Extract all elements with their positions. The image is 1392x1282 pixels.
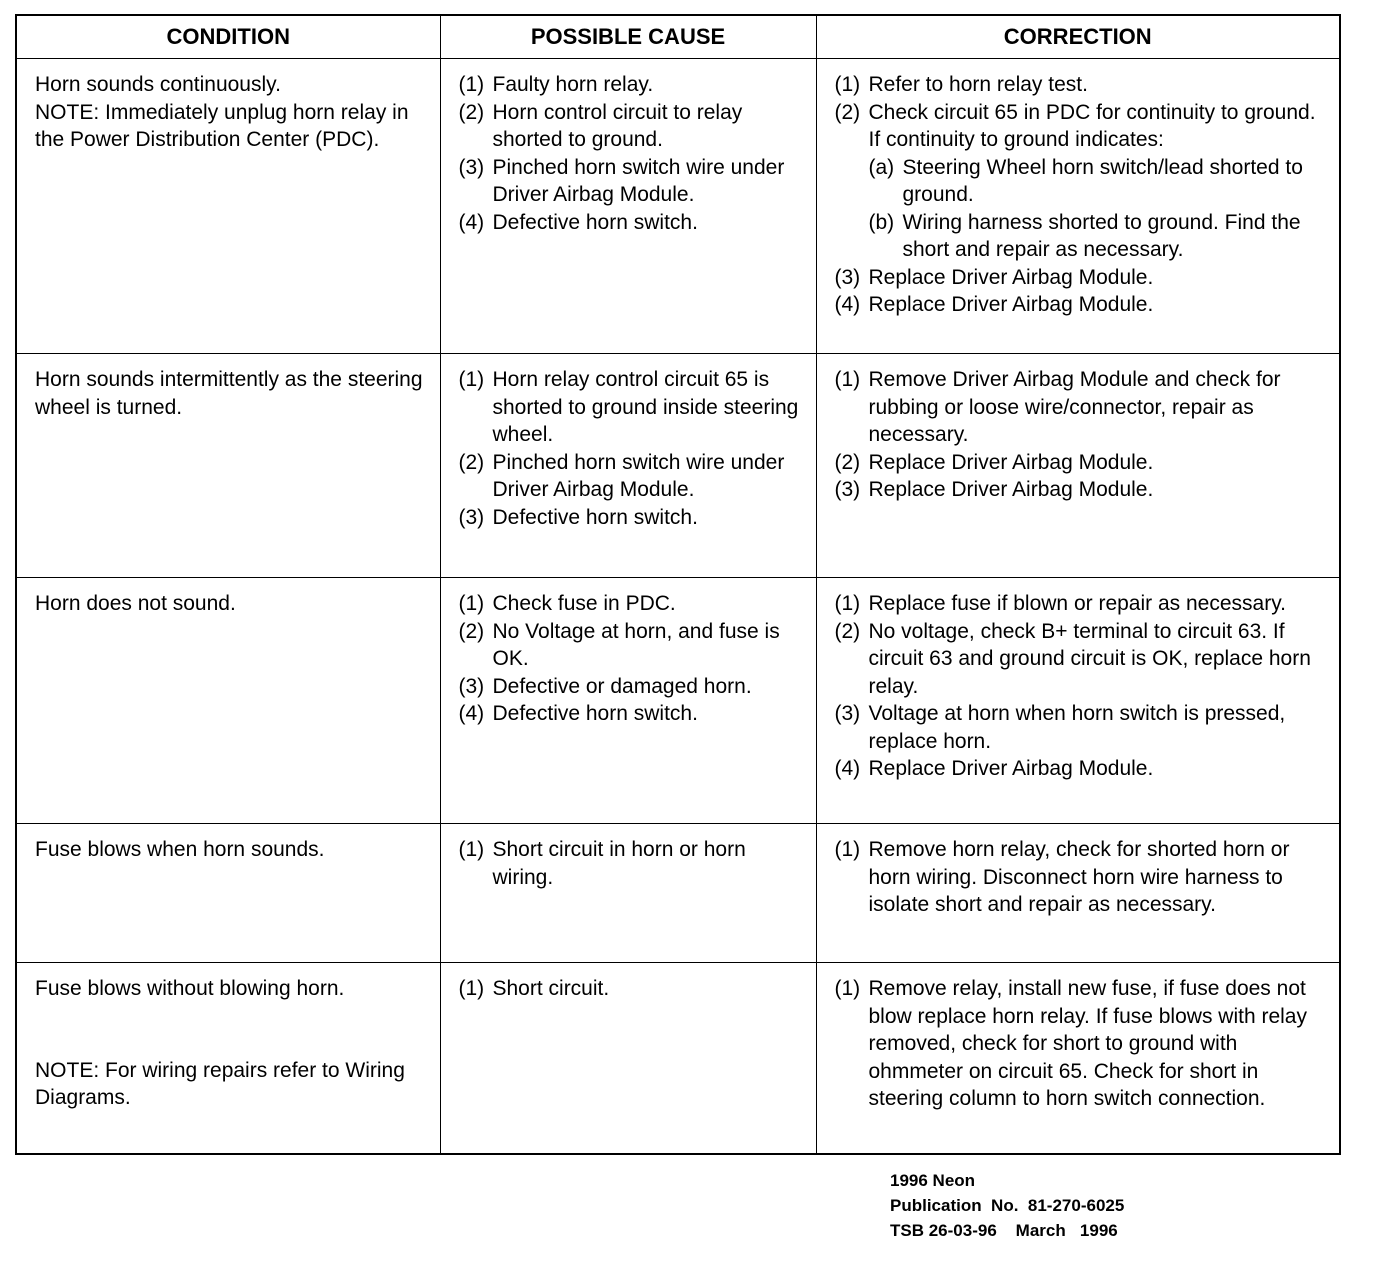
cause-text: Horn control circuit to relay shorted to ground. (492, 100, 743, 151)
correction-list (835, 71, 1332, 319)
cause-item (459, 836, 808, 891)
cause-number: (4) (458, 702, 485, 725)
condition-text: Horn does not sound. (35, 592, 236, 615)
cause-text: Horn relay control circuit 65 is shorted to ground inside steering wheel. (492, 368, 799, 446)
header-possible-cause: POSSIBLE CAUSE (440, 15, 816, 59)
correction-number: (1) (834, 368, 861, 391)
possible-cause-cell (440, 578, 816, 824)
correction-subitem (869, 154, 1332, 209)
cause-number: (3) (458, 155, 485, 179)
correction-text: Check circuit 65 in PDC for continuity to ground. If continuity to ground indicates: (868, 100, 1316, 151)
table-row (16, 963, 1340, 1155)
condition-text: Horn sounds continuously. (35, 73, 281, 96)
correction-item (835, 755, 1332, 783)
correction-item (835, 618, 1332, 701)
cause-item (459, 99, 808, 154)
table-row (16, 354, 1340, 578)
possible-cause-cell (440, 354, 816, 578)
correction-text: Refer to horn relay test. (868, 73, 1088, 96)
correction-subitem (869, 209, 1332, 264)
cause-item (459, 154, 808, 209)
cause-number: (3) (458, 505, 485, 529)
correction-number: (1) (834, 977, 861, 1000)
condition-text: Horn sounds intermittently as the steering wheel is turned. (35, 368, 423, 419)
correction-text: Remove horn relay, check for shorted horn or horn wiring. Disconnect horn wire harness to isolate short and repair as necessary. (868, 838, 1290, 916)
correction-number: (4) (834, 757, 861, 780)
correction-sublist (869, 154, 1332, 264)
cause-text: Faulty horn relay. (492, 73, 654, 96)
correction-item (835, 264, 1332, 292)
cause-number: (1) (458, 977, 485, 1000)
cause-item (459, 590, 808, 618)
correction-list (835, 975, 1332, 1113)
diagnosis-table (15, 14, 1341, 1155)
cause-item (459, 366, 808, 449)
condition-cell (16, 824, 440, 963)
correction-text: Voltage at horn when horn switch is pressed, replace horn. (868, 702, 1286, 753)
correction-number: (3) (834, 702, 861, 725)
cause-text: Pinched horn switch wire under Driver Airbag Module. (492, 450, 785, 501)
correction-subitem-letter: (a) (868, 155, 895, 179)
correction-text: Replace Driver Airbag Module. (868, 478, 1154, 501)
correction-item (835, 99, 1332, 264)
cause-number: (1) (458, 73, 485, 96)
correction-text: Replace Driver Airbag Module. (868, 757, 1154, 780)
cause-text: Short circuit. (492, 977, 610, 1000)
correction-text: Replace Driver Airbag Module. (868, 293, 1154, 316)
cause-text: Check fuse in PDC. (492, 592, 676, 615)
condition-note: NOTE: Immediately unplug horn relay in the Power Distribution Center (PDC). (35, 100, 409, 151)
condition-cell (16, 59, 440, 354)
cause-text: Defective horn switch. (492, 702, 698, 725)
cause-list (459, 590, 808, 728)
correction-text: No voltage, check B+ terminal to circuit 63. If circuit 63 and ground circuit is OK, replace horn relay. (868, 619, 1311, 698)
cause-number: (2) (458, 100, 485, 124)
footer-publication-number: Publication No. 81-270-6025 (890, 1196, 1125, 1215)
cause-number: (2) (458, 450, 485, 474)
correction-item (835, 366, 1332, 449)
cause-text: No Voltage at horn, and fuse is OK. (492, 619, 780, 670)
correction-subitem-text: Wiring harness shorted to ground. Find the short and repair as necessary. (902, 210, 1301, 261)
condition-text: Fuse blows when horn sounds. (35, 838, 325, 861)
correction-number: (4) (834, 293, 861, 316)
header-correction: CORRECTION (816, 15, 1340, 59)
footer-tsb: TSB 26-03-96 March 1996 (890, 1221, 1118, 1240)
cause-number: (2) (458, 619, 485, 643)
cause-list (459, 366, 808, 531)
correction-item (835, 700, 1332, 755)
correction-number: (1) (834, 838, 861, 861)
cause-number: (3) (458, 674, 485, 698)
cause-item (459, 71, 808, 99)
cause-number: (1) (458, 838, 485, 861)
publication-footer (890, 1168, 1124, 1243)
correction-text: Replace fuse if blown or repair as necessary. (868, 592, 1286, 615)
cause-text: Defective or damaged horn. (492, 674, 752, 698)
cause-item (459, 975, 808, 1003)
cause-text: Pinched horn switch wire under Driver Airbag Module. (492, 155, 785, 206)
correction-text: Replace Driver Airbag Module. (868, 450, 1154, 474)
condition-note: NOTE: For wiring repairs refer to Wiring Diagrams. (35, 1058, 405, 1109)
cause-number: (1) (458, 368, 485, 391)
correction-text: Remove Driver Airbag Module and check for rubbing or loose wire/connector, repair as necessary. (868, 368, 1281, 446)
correction-item (835, 476, 1332, 504)
cause-item (459, 700, 808, 728)
correction-number: (3) (834, 265, 861, 289)
cause-text: Defective horn switch. (492, 210, 698, 234)
cause-item (459, 618, 808, 673)
correction-subitem-text: Steering Wheel horn switch/lead shorted to ground. (902, 155, 1303, 206)
possible-cause-cell (440, 963, 816, 1155)
cause-item (459, 449, 808, 504)
correction-item (835, 836, 1332, 919)
correction-cell (816, 963, 1340, 1155)
correction-list (835, 836, 1332, 919)
correction-cell (816, 824, 1340, 963)
correction-number: (2) (834, 100, 861, 124)
correction-text: Remove relay, install new fuse, if fuse does not blow replace horn relay. If fuse blows with relay removed, check for short to ground with ohmmeter on circuit 65. Check for short in steering column to horn switch connection. (868, 977, 1307, 1110)
footer-model: 1996 Neon (890, 1171, 976, 1190)
correction-item (835, 449, 1332, 477)
correction-number: (2) (834, 450, 861, 474)
correction-item (835, 71, 1332, 99)
correction-list (835, 590, 1332, 783)
condition-cell (16, 963, 440, 1155)
correction-list (835, 366, 1332, 504)
correction-number: (1) (834, 73, 861, 96)
cause-list (459, 71, 808, 236)
cause-text: Defective horn switch. (492, 505, 698, 529)
table-row (16, 578, 1340, 824)
cause-number: (4) (458, 210, 485, 234)
possible-cause-cell (440, 824, 816, 963)
table-row (16, 824, 1340, 963)
correction-item (835, 975, 1332, 1113)
condition-cell (16, 354, 440, 578)
cause-number: (1) (458, 592, 485, 615)
correction-subitem-letter: (b) (868, 210, 895, 234)
cause-item (459, 504, 808, 532)
header-row (16, 15, 1340, 59)
header-condition: CONDITION (16, 15, 440, 59)
correction-item (835, 291, 1332, 319)
correction-number: (1) (834, 592, 861, 615)
correction-cell (816, 59, 1340, 354)
correction-text: Replace Driver Airbag Module. (868, 265, 1154, 289)
cause-list (459, 975, 808, 1003)
cause-text: Short circuit in horn or horn wiring. (492, 838, 746, 889)
cause-list (459, 836, 808, 891)
cause-item (459, 209, 808, 237)
condition-text: Fuse blows without blowing horn. (35, 977, 345, 1000)
cause-item (459, 673, 808, 701)
condition-cell (16, 578, 440, 824)
table-row (16, 59, 1340, 354)
correction-item (835, 590, 1332, 618)
correction-cell (816, 578, 1340, 824)
correction-cell (816, 354, 1340, 578)
possible-cause-cell (440, 59, 816, 354)
correction-number: (2) (834, 619, 861, 643)
correction-number: (3) (834, 478, 861, 501)
